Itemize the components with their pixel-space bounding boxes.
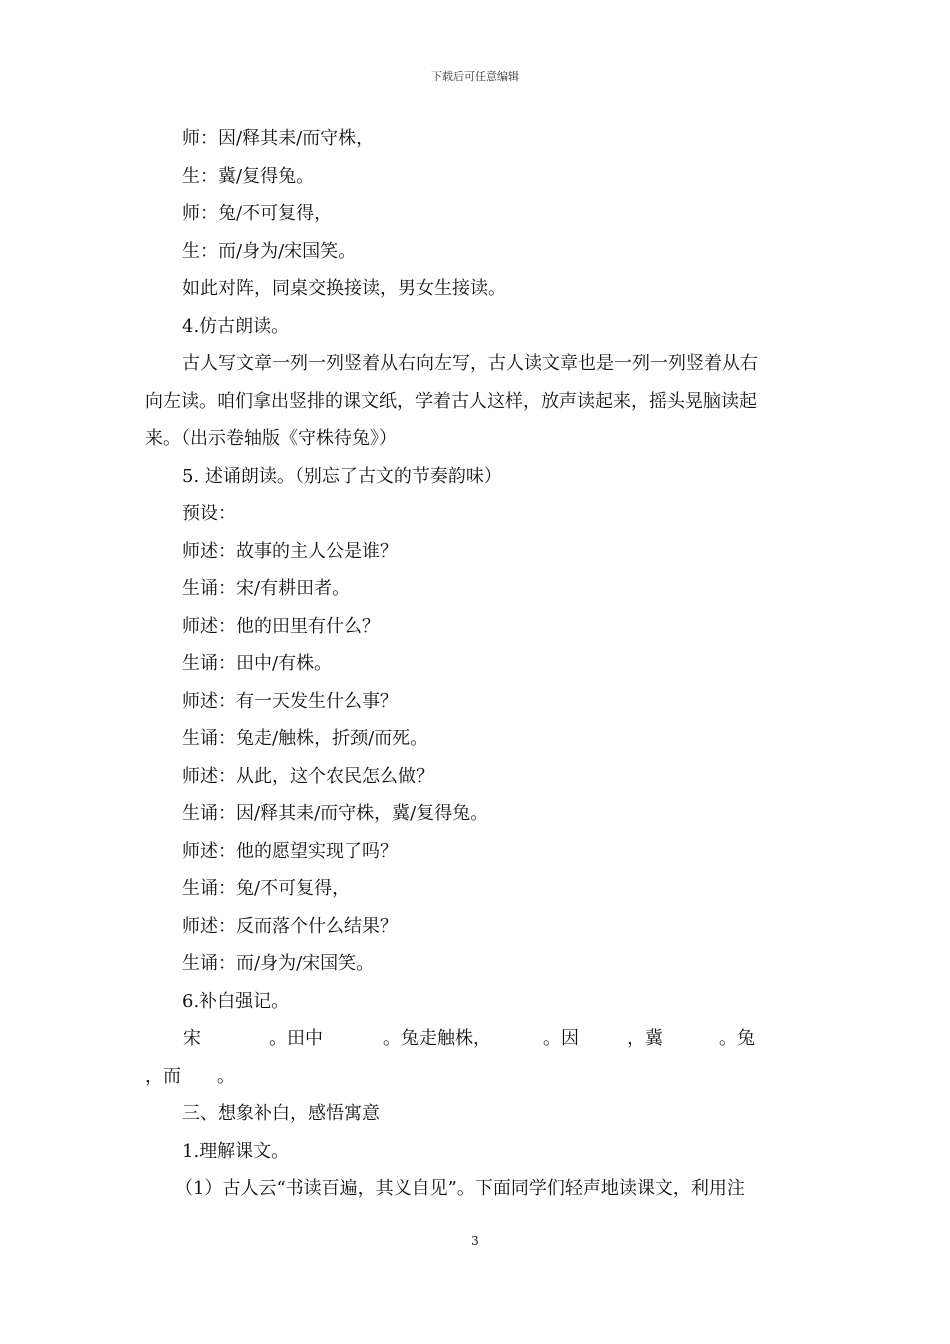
- text-line: 预设：: [182, 503, 236, 524]
- fill-blank-text: 。因: [543, 1028, 579, 1049]
- text-line: 师述：故事的主人公是谁？: [182, 540, 398, 562]
- text-line: 师述：反而落个什么结果？: [182, 915, 398, 937]
- document-body: [145, 124, 807, 1212]
- text-line: 6.补白强记。: [182, 990, 290, 1012]
- section-heading: 三、想象补白，感悟寓意: [182, 1103, 380, 1124]
- text-line: 生诵：因/释其耒/而守株，冀/复得兔。: [182, 803, 489, 824]
- fill-blank-line: [145, 1062, 807, 1100]
- text-line: 古人写文章一列一列竖着从右向左写，古人读文章也是一列一列竖着从右: [182, 353, 758, 374]
- text-line: （1）古人云“书读百遍，其义自见”。下面同学们轻声地读课文，利用注: [175, 1178, 745, 1199]
- text-line: 师：因/释其耒/而守株，: [182, 128, 375, 149]
- text-line: 生：而/身为/宋国笑。: [182, 240, 357, 262]
- page-number: 3: [471, 1234, 479, 1248]
- text-line: 生诵：兔走/触株，折颈/而死。: [182, 728, 429, 749]
- fill-blank-text: 宋: [183, 1028, 201, 1049]
- fill-blank-text: 。: [217, 1065, 235, 1087]
- text-line: 向左读。咱们拿出竖排的课文纸，学着古人这样，放声读起来，摇头晃脑读起: [145, 390, 757, 412]
- text-line: 来。（出示卷轴版《守株待兔》）: [145, 428, 397, 449]
- text-line: 生诵：兔/不可复得，: [182, 878, 351, 899]
- page-header: 下载后可任意编辑: [431, 70, 519, 83]
- text-line: 师述：有一天发生什么事？: [182, 690, 398, 712]
- fill-blank-text: 。田中: [269, 1028, 323, 1049]
- text-line: 4.仿古朗读。: [182, 315, 290, 337]
- fill-blank-text: 。兔走触株，: [383, 1028, 491, 1049]
- text-line: 师述：他的田里有什么？: [182, 615, 380, 637]
- text-line: 生：冀/复得兔。: [182, 165, 315, 187]
- text-line: 5. 述诵朗读。（别忘了古文的节奏韵味）: [182, 465, 502, 487]
- text-line: 生诵：而/身为/宋国笑。: [182, 953, 375, 974]
- fill-blank-text: 。兔: [719, 1028, 755, 1049]
- text-line: 生诵：宋/有耕田者。: [182, 578, 351, 599]
- text-line: 1.理解课文。: [182, 1140, 290, 1162]
- text-line: 师述：从此，这个农民怎么做？: [182, 765, 434, 787]
- fill-blank-text: ，冀: [627, 1028, 663, 1049]
- text-line: 师：兔/不可复得，: [182, 203, 333, 224]
- text-line: 如此对阵，同桌交换接读，男女生接读。: [182, 278, 506, 299]
- fill-blank-line: [145, 1024, 807, 1062]
- text-line: 师述：他的愿望实现了吗？: [182, 840, 398, 862]
- text-line: 生诵：田中/有株。: [182, 653, 333, 674]
- fill-blank-text: ，而: [145, 1065, 181, 1087]
